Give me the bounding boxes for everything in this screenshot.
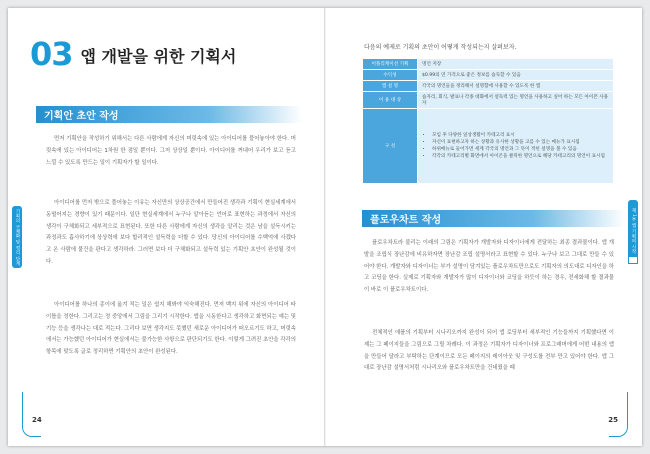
table-value: $0.99의 연 가격으로 좋은 정보를 습득할 수 있음 (418, 70, 614, 81)
table-value: 명언 저장 (418, 59, 614, 70)
paragraph: 아이디어를 먼저 밖으로 풀어놓는 이유는 자신만의 상상공간에서 만들어진 생각과 기획이 현실세계에서 동떨어지는 경향이 있기 때문이다. 일단 현실세계에서 누구나 알아듣는 언어로 표현하는 과정에서 자신의 생각이 구체화되고 세부적으로 표현된다. 또한 다른 사람에게 자신의 생각을 알리는 것은 남을 설득시키는 과정과도 흡사하기에 상상력에 보다 합리적인 설득력을 더할 수 있다. 당신의 아이디어를 수백억에 사겠다고 온 사람에 물건을 판다고 생각하라. 그러면 보다 더 구체화되고 설득력 있는 기획안 초안이 완성될 것이다. (46, 200, 296, 265)
chapter-number: 03 (30, 35, 73, 73)
book-spread (8, 8, 642, 446)
left-page (8, 8, 324, 446)
table-value (418, 109, 614, 184)
table-key: 어플리케이션 기획 (363, 59, 418, 70)
page-number: 25 (608, 416, 618, 424)
paragraph: 전체적인 애플의 기획부터 시나리오까지 완성이 되어 앱 로딩부터 세부적인 기능들까지 기획했다면 이제는 그 페이지들을 그림으로 그릴 차례다. 이 과정은 기획자가 디자이너와 프로그래머에게 어떤 내용의 앱을 만들어 달라고 부탁하는 단계이므로 모든 페이지의 레이아웃 및 구성도를 전부 만고 있어야 한다. 앱 그대로 장난감 설명서처럼 시나리오와 플로우차트만을 건네줬을 때 (364, 330, 614, 372)
corner-frame (22, 392, 41, 437)
page-number: 24 (32, 416, 42, 424)
paragraph: 아이디어를 하나의 종이에 옮겨 적는 일은 쉽지 해봐야 익숙해진다. 먼저 백지 위에 자신의 아이디어 타이틀을 정한다. 그리고는 정 중앙에서 그림을 그리기 시작한다. 앱을 시동한다고 생각하고 화면되는 예는 및 기능 등을 생각나는 대로 적는다. 그리다 보면 생각지도 못했던 새로운 아이디어가 떠오르기도 하고, 머릿속에서는 가능했던 아이디어가 현실에서는 불가능한 사항으로 판단되기도 한다. 이렇게 그려진 초안을 각각의 항목에 맞도록 글로 정리하면 기획안의 초안이 완성된다. (46, 302, 296, 356)
chapter-side-tab: 기획의 구체화 및 정리 단계 (12, 206, 22, 268)
section-heading-draft: 기획안 초안 작성 (36, 106, 302, 123)
plan-table (362, 58, 614, 184)
table-row (363, 109, 614, 184)
intro-text: 다음의 예제로 기획의 초안이 어떻게 작성되는지 살펴보자. (364, 44, 517, 51)
tab-marker (628, 256, 638, 264)
table-key: 구 성 (363, 109, 418, 184)
table-key: 수익성 (363, 70, 418, 81)
right-page (326, 8, 642, 446)
section-heading-flowchart: 플로우차트 작성 (362, 210, 625, 227)
part-side-tab: 제 1부 앱 기획의 시작 (628, 200, 638, 262)
corner-frame (609, 392, 628, 437)
chapter-title: 앱 개발을 위한 기획서 (80, 47, 237, 66)
table-key: 앱 설 명 (363, 81, 418, 92)
list-item: • 하위메뉴로 들어가면 세계 각국의 명언과 그 뜻이 적힌 설명을 볼 수 있음 (432, 146, 609, 153)
list-item: • 각각의 카테고리별 화면에서 아이콘을 클릭한 명언으로 해당 카테고리의 명언이 표시됨 (432, 153, 609, 160)
table-row (363, 70, 614, 81)
table-row (363, 59, 614, 70)
table-key: 이 용 대 상 (363, 92, 418, 109)
paragraph: 먼저 기획안을 작성하기 위해서는 다른 사람에게 자신의 머릿속에 있는 아이디어를 풀어놓아야 한다. 머릿속에 있는 아이디어는 1차원 한 점일 뿐이다. 그저 상상일 뿐이다. 아이디어를 꺼내어 우리가 보고 듣고 느낄 수 있도록 만드는 일이 기획자가 할 일이다. (46, 136, 296, 166)
list-item: • 모임 후 다양한 일상생활이 카테고리 표시 (432, 132, 609, 139)
table-row (363, 92, 614, 109)
list-item: • 자신이 표현하고자 하는 상황과 유사한 상황을 고를 수 있는 메뉴가 표시됨 (432, 139, 609, 146)
composition-list (422, 132, 609, 160)
table-value: 각국의 명언들을 정리해서 설명함에 사용할 수 있도록 한 앱 (418, 81, 614, 92)
paragraph: 플로우차트라 불리는 이래의 그림은 기획자가 개발자와 디자이너에게 전달하는 최종 결과물이다. 앱 개발을 조립식 장난감에 비유하자면 장난감 조립 설명서라고 표현할 수 있다. 누구나 보고 그대로 만들 수 있어야 한다. 개발자와 디자이너는 부가 설명이 담겨있는 플로우차트만으로도 기획자의 의도대로 디자인을 하고 코딩을 한다. 실제로 기획자와 개발자가 많이 디자이너와 코딩을 하듯이 하는 경우, 전세화해 할 결과물이 바로 이 플로우차트이다. (364, 240, 614, 294)
table-value: 습자리, 회식, 발표나 각종 대화에서 설득력 있는 명언을 사용하고 싶어 하는 모든 아이폰 사용자 (418, 92, 614, 109)
table-row (363, 81, 614, 92)
chapter-heading (30, 35, 237, 73)
